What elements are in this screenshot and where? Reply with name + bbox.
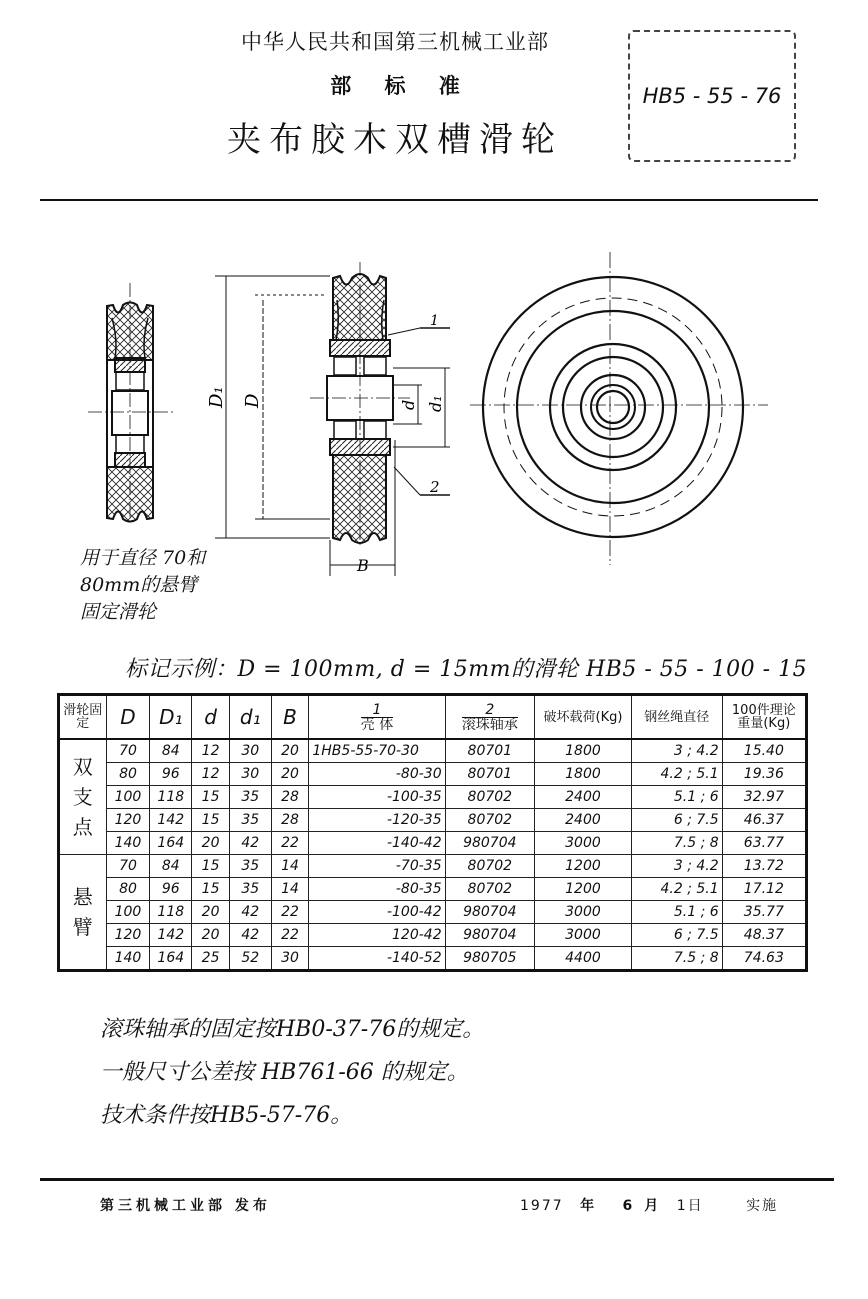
- cell-d: 15: [192, 809, 230, 832]
- cell-d: 80: [106, 763, 150, 786]
- cell-weight: 15.40: [722, 739, 806, 763]
- cell-d1: 142: [150, 809, 192, 832]
- cell-bearing: 980704: [445, 901, 534, 924]
- footer-divider: [40, 1178, 834, 1181]
- header-divider: [40, 199, 818, 201]
- label-part-1: 1: [430, 313, 439, 329]
- table-row: [59, 878, 807, 901]
- cell-d1: 35: [229, 786, 271, 809]
- cell-d: 12: [192, 739, 230, 763]
- cell-d: 100: [106, 786, 150, 809]
- table-row: [59, 786, 807, 809]
- marking-example: 标记示例：D = 100mm, d = 15mm的滑轮 HB5 - 55 - 100 - 15: [125, 657, 808, 682]
- label-D1: D₁: [206, 386, 227, 408]
- cell-load: 3000: [535, 901, 632, 924]
- cell-rope: 4.2 ; 5.1: [631, 763, 722, 786]
- cell-housing: -70-35: [309, 855, 445, 878]
- cell-housing: -100-42: [309, 901, 445, 924]
- spec-table: [57, 693, 808, 972]
- col-header-weight: 100件理论重量(Kg): [722, 695, 806, 740]
- cell-b: 22: [271, 832, 309, 855]
- group-char: 点: [72, 815, 93, 839]
- cell-housing: 120-42: [309, 924, 445, 947]
- cell-d: 70: [106, 855, 150, 878]
- standard-type: 部 标 准: [330, 73, 460, 98]
- cell-load: 3000: [535, 924, 632, 947]
- standard-code: HB5 - 55 - 76: [642, 84, 782, 108]
- cell-d1: 84: [150, 855, 192, 878]
- cell-d1: 42: [229, 901, 271, 924]
- table-row: [59, 924, 807, 947]
- note-line: 滚珠轴承的固定按HB0-37-76的规定。: [100, 1017, 485, 1042]
- cell-housing: -140-42: [309, 832, 445, 855]
- cell-d1: 164: [150, 832, 192, 855]
- cell-d: 100: [106, 901, 150, 924]
- footer-year: 1977: [520, 1198, 564, 1214]
- cell-d: 140: [106, 947, 150, 971]
- cell-d1: 42: [229, 924, 271, 947]
- cell-weight: 74.63: [722, 947, 806, 971]
- cell-rope: 5.1 ; 6: [631, 786, 722, 809]
- label-d: d: [399, 399, 418, 410]
- col-header-D1: D₁: [150, 695, 192, 740]
- group-char: 悬: [72, 885, 93, 909]
- cell-bearing: 80701: [445, 739, 534, 763]
- cell-b: 28: [271, 786, 309, 809]
- group-char: 双: [72, 755, 93, 779]
- cell-d1: 35: [229, 809, 271, 832]
- cell-bearing: 980704: [445, 924, 534, 947]
- note-line: 技术条件按HB5-57-76。: [100, 1103, 353, 1128]
- cell-weight: 19.36: [722, 763, 806, 786]
- col-header-d: d: [192, 695, 230, 740]
- notes: [100, 1008, 700, 1137]
- cell-d1: 96: [150, 878, 192, 901]
- cell-d1: 30: [229, 763, 271, 786]
- footer-day-unit: 日: [687, 1198, 704, 1214]
- label-part-2: 2: [430, 478, 440, 496]
- table-row: [59, 763, 807, 786]
- cell-bearing: 80702: [445, 855, 534, 878]
- col-header-d1: d₁: [229, 695, 271, 740]
- section-view: [215, 262, 450, 576]
- footer-year-unit: 年: [580, 1198, 597, 1214]
- col-header-rope: 钢丝绳直径: [631, 695, 722, 740]
- cell-load: 1200: [535, 878, 632, 901]
- cell-rope: 3 ; 4.2: [631, 739, 722, 763]
- cell-b: 20: [271, 739, 309, 763]
- cell-d1: 118: [150, 901, 192, 924]
- cell-bearing: 80701: [445, 763, 534, 786]
- footer-month-unit: 月: [644, 1198, 661, 1214]
- cell-weight: 63.77: [722, 832, 806, 855]
- footer-effective: 实施: [746, 1198, 779, 1214]
- cell-d1: 42: [229, 832, 271, 855]
- cell-d: 25: [192, 947, 230, 971]
- cell-weight: 46.37: [722, 809, 806, 832]
- cell-d: 20: [192, 832, 230, 855]
- cell-d: 80: [106, 878, 150, 901]
- cell-bearing: 980705: [445, 947, 534, 971]
- footer-effective-date: [520, 1195, 778, 1215]
- drawing-caption: [80, 545, 230, 626]
- cell-d1: 30: [229, 739, 271, 763]
- cell-d: 140: [106, 832, 150, 855]
- cell-d1: 96: [150, 763, 192, 786]
- cell-b: 30: [271, 947, 309, 971]
- cell-rope: 3 ; 4.2: [631, 855, 722, 878]
- cell-d1: 142: [150, 924, 192, 947]
- document-title: 夹布胶木双槽滑轮: [227, 120, 563, 160]
- table-header-row: [59, 695, 807, 740]
- cell-b: 22: [271, 924, 309, 947]
- group-char: 臂: [72, 915, 93, 939]
- cell-load: 1800: [535, 739, 632, 763]
- footer-issuer: 第三机械工业部 发布: [100, 1198, 271, 1214]
- cell-housing: -100-35: [309, 786, 445, 809]
- cell-load: 4400: [535, 947, 632, 971]
- caption-line: 80mm的悬臂: [80, 574, 198, 596]
- cell-d: 20: [192, 924, 230, 947]
- cell-d: 120: [106, 924, 150, 947]
- cell-d: 120: [106, 809, 150, 832]
- cell-housing: -80-35: [309, 878, 445, 901]
- cell-d: 15: [192, 855, 230, 878]
- label-B: B: [357, 556, 369, 575]
- cantilever-side-view: [88, 283, 175, 522]
- cell-housing: 1HB5-55-70-30: [309, 739, 445, 763]
- cell-housing: -140-52: [309, 947, 445, 971]
- cell-d: 15: [192, 786, 230, 809]
- cell-housing: -120-35: [309, 809, 445, 832]
- cell-load: 2400: [535, 809, 632, 832]
- group-char: 支: [72, 785, 93, 809]
- col-header-D: D: [106, 695, 150, 740]
- cell-b: 14: [271, 878, 309, 901]
- cell-bearing: 980704: [445, 832, 534, 855]
- label-D: D: [242, 393, 263, 408]
- cell-d: 70: [106, 739, 150, 763]
- cell-d: 20: [192, 901, 230, 924]
- cell-load: 1800: [535, 763, 632, 786]
- col-header-B: B: [271, 695, 309, 740]
- cell-d: 12: [192, 763, 230, 786]
- cell-rope: 5.1 ; 6: [631, 901, 722, 924]
- cell-weight: 48.37: [722, 924, 806, 947]
- table-row: [59, 809, 807, 832]
- cell-d1: 84: [150, 739, 192, 763]
- cell-housing: -80-30: [309, 763, 445, 786]
- cell-load: 1200: [535, 855, 632, 878]
- table-row: [59, 855, 807, 878]
- table-row: [59, 901, 807, 924]
- cell-b: 28: [271, 809, 309, 832]
- group-cell: [59, 739, 107, 855]
- cell-rope: 6 ; 7.5: [631, 924, 722, 947]
- cell-weight: 35.77: [722, 901, 806, 924]
- front-view: [470, 252, 768, 565]
- pulley-drawing: [60, 240, 820, 585]
- cell-bearing: 80702: [445, 786, 534, 809]
- cell-weight: 17.12: [722, 878, 806, 901]
- cell-d1: 118: [150, 786, 192, 809]
- cell-d1: 164: [150, 947, 192, 971]
- table-row: [59, 739, 807, 763]
- footer-month: 6: [622, 1198, 635, 1214]
- cell-bearing: 80702: [445, 878, 534, 901]
- cell-load: 2400: [535, 786, 632, 809]
- table-row: [59, 832, 807, 855]
- caption-line: 固定滑轮: [80, 601, 157, 623]
- cell-d1: 52: [229, 947, 271, 971]
- cell-d1: 35: [229, 855, 271, 878]
- cell-bearing: 80702: [445, 809, 534, 832]
- col-header-group: 滑轮固定: [59, 695, 107, 740]
- note-line: 一般尺寸公差按 HB761-66 的规定。: [100, 1060, 469, 1085]
- col-header-housing: $\frac{1}{\text{壳 体}}$: [309, 695, 445, 740]
- cell-weight: 32.97: [722, 786, 806, 809]
- col-header-bearing: $\frac{2}{\text{滚珠轴承}}$: [445, 695, 534, 740]
- cell-d: 15: [192, 878, 230, 901]
- col-header-load: 破坏载荷(Kg): [535, 695, 632, 740]
- caption-line: 用于直径 70和: [80, 547, 206, 569]
- label-d1: d₁: [426, 395, 445, 412]
- table-row: [59, 947, 807, 971]
- cell-b: 20: [271, 763, 309, 786]
- cell-b: 14: [271, 855, 309, 878]
- cell-rope: 7.5 ; 8: [631, 947, 722, 971]
- cell-b: 22: [271, 901, 309, 924]
- group-cell: [59, 855, 107, 971]
- cell-rope: 6 ; 7.5: [631, 809, 722, 832]
- standard-code-box: [628, 30, 796, 162]
- cell-load: 3000: [535, 832, 632, 855]
- cell-d1: 35: [229, 878, 271, 901]
- cell-rope: 4.2 ; 5.1: [631, 878, 722, 901]
- footer-day: 1: [676, 1198, 688, 1214]
- cell-weight: 13.72: [722, 855, 806, 878]
- issuer-heading: 中华人民共和国第三机械工业部: [241, 30, 549, 54]
- cell-rope: 7.5 ; 8: [631, 832, 722, 855]
